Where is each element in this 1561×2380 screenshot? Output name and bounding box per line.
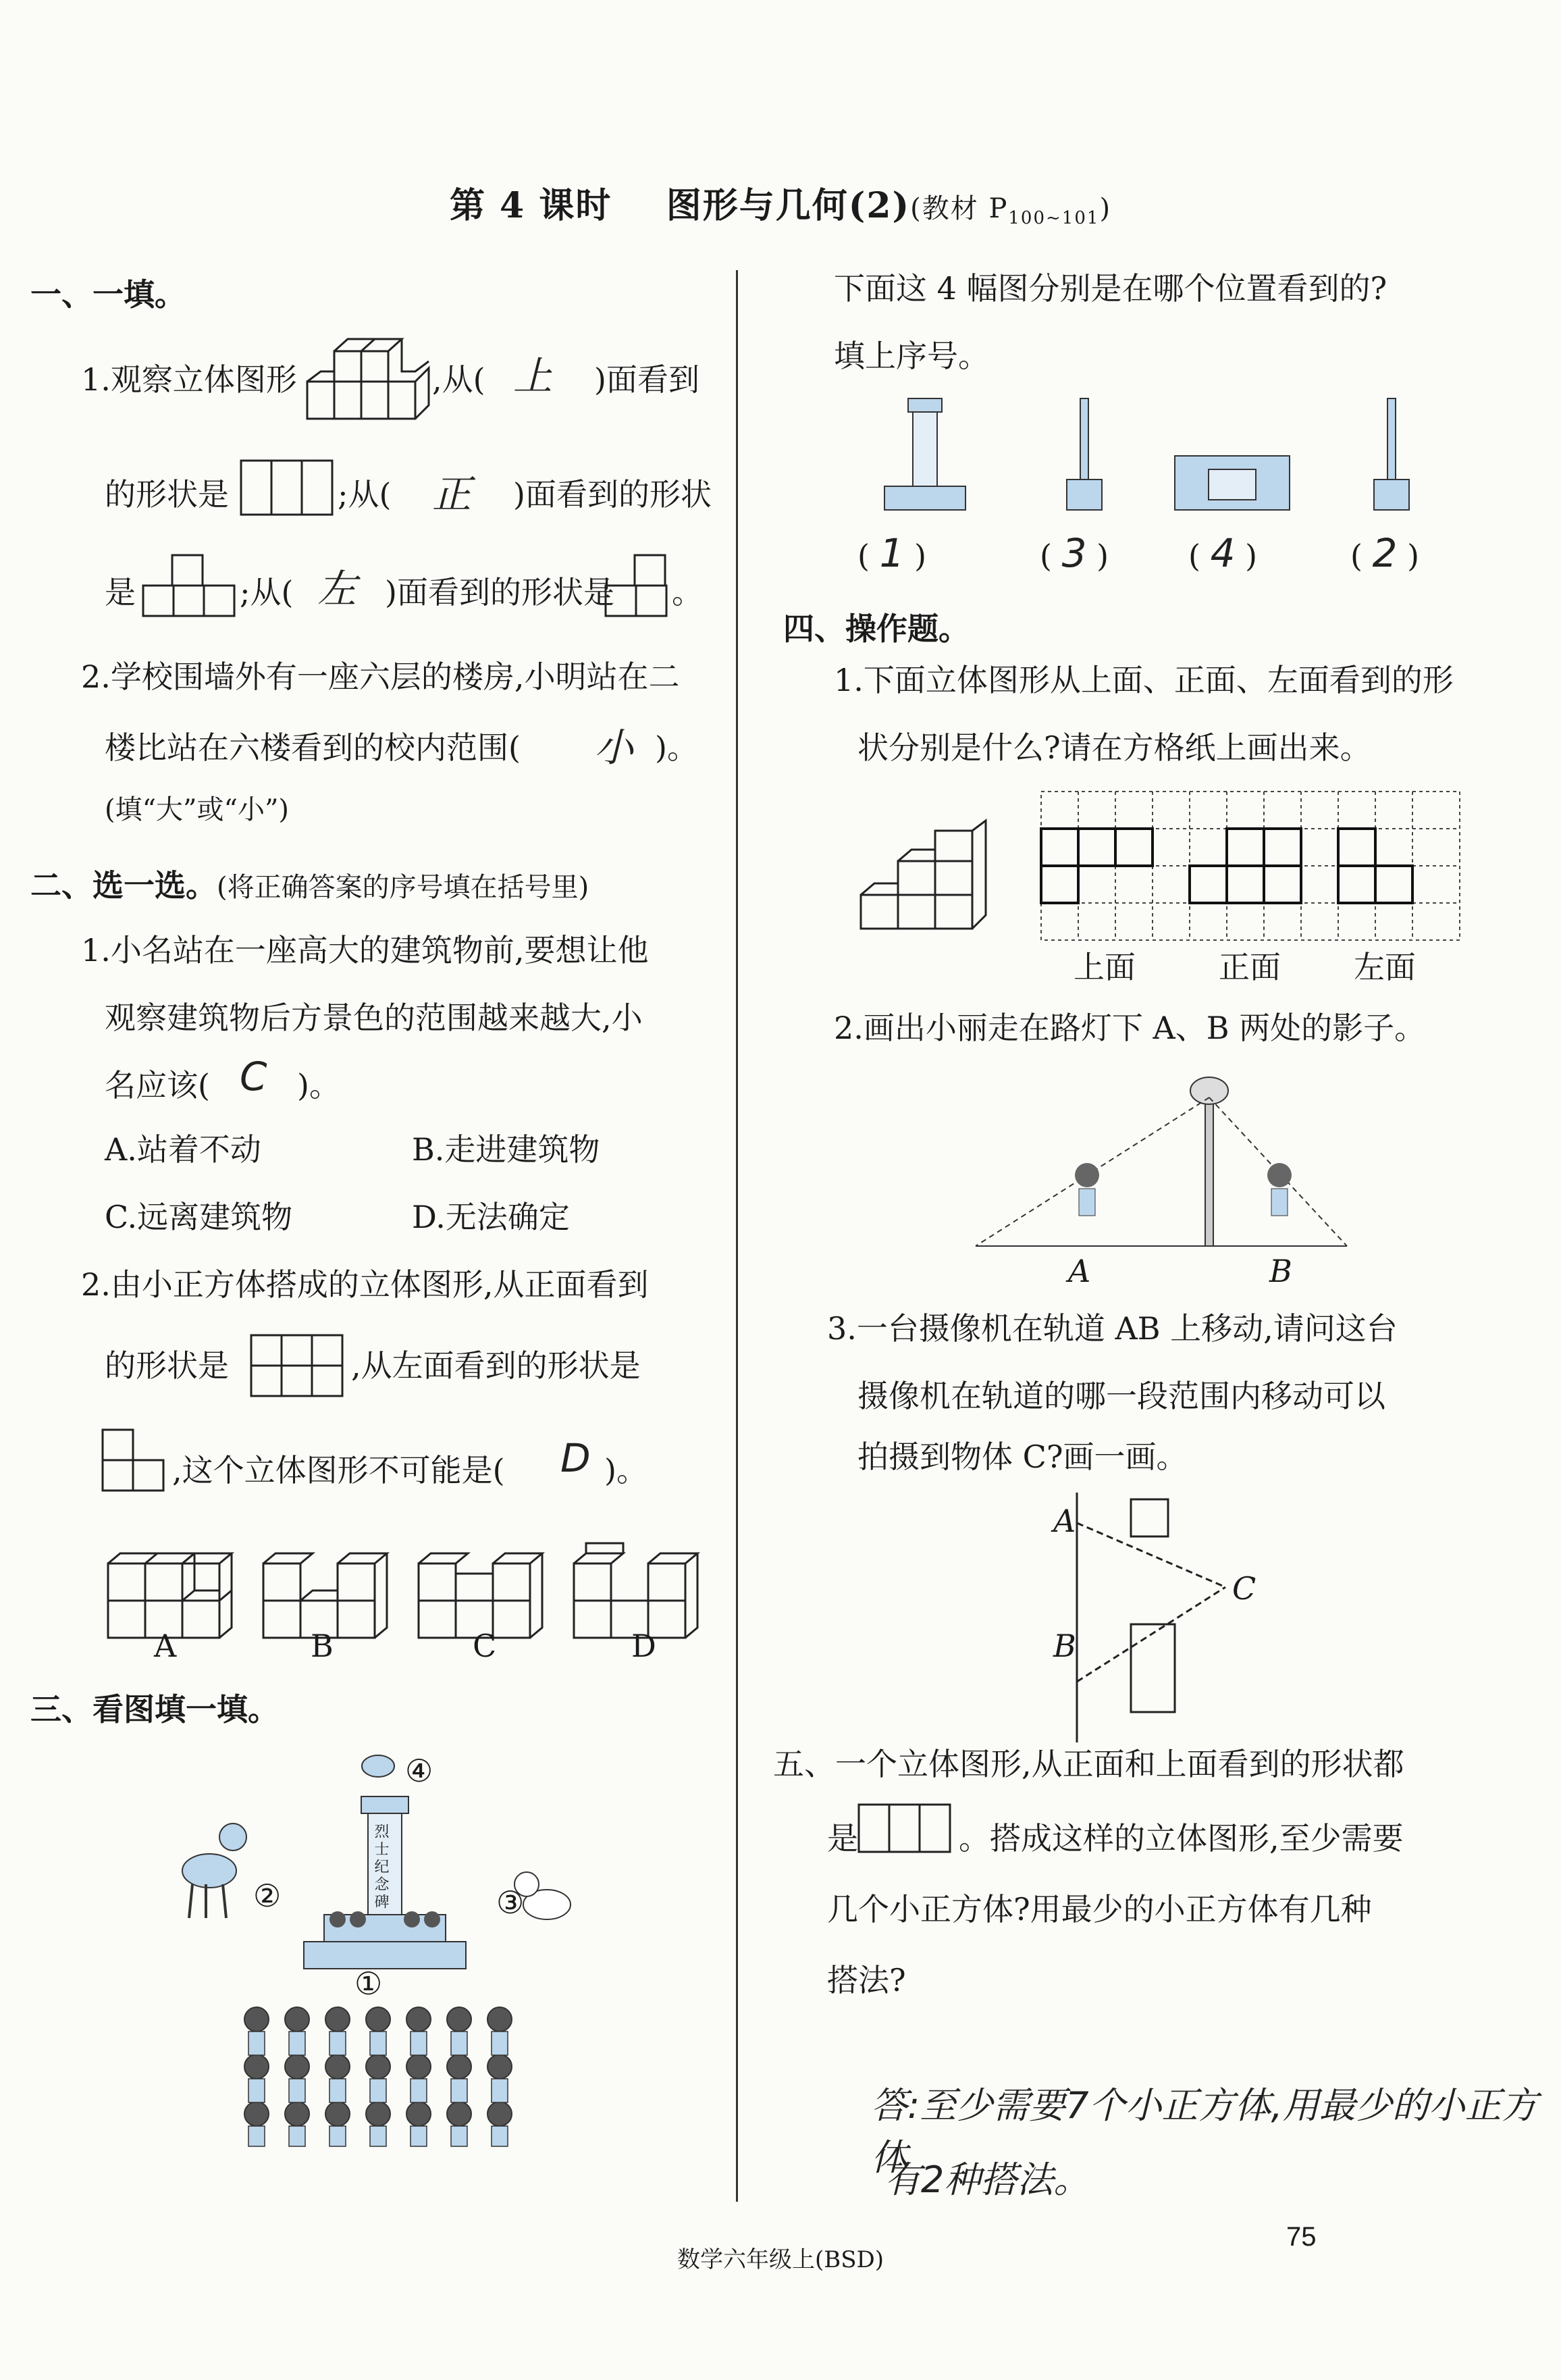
s5-answer-line1[interactable]: 答:至少需要7个小正方体,用最少的小正方体 bbox=[871, 2084, 1538, 2179]
q2-2-line1: 2.由小正方体搭成的立体图形,从正面看到 bbox=[81, 1266, 649, 1303]
monument-inscription: 烈士纪念碑 bbox=[372, 1823, 389, 1911]
q1-2-note: (填“大”或“小”) bbox=[105, 794, 290, 825]
column-divider bbox=[736, 270, 738, 2202]
q2-2-left-shape bbox=[101, 1428, 169, 1496]
view-answer-3[interactable]: ( 4 ) bbox=[1188, 530, 1258, 576]
option-label-c: C bbox=[473, 1628, 497, 1664]
option-a: A.站着不动 bbox=[105, 1131, 261, 1168]
q1-1-text-h: ;从( bbox=[240, 574, 294, 611]
answer-blank-2[interactable]: 正 bbox=[432, 471, 472, 517]
marker-1: ① bbox=[354, 1965, 383, 2002]
answer-blank-5[interactable]: C bbox=[240, 1054, 267, 1100]
q1-1-text-c: )面看到 bbox=[594, 361, 699, 398]
q1-1-text-a: 1.观察立体图形 bbox=[81, 361, 297, 398]
lesson-topic: 图形与几何(2) bbox=[666, 185, 911, 226]
s5-line2a: 是 bbox=[827, 1820, 858, 1857]
track-a-label: A bbox=[1053, 1503, 1076, 1539]
q1-1-text-j: 。 bbox=[672, 574, 703, 611]
s4-q2-line1: 2.画出小丽走在路灯下 A、B 两处的影子。 bbox=[834, 1010, 1426, 1046]
option-c: C.远离建筑物 bbox=[105, 1199, 293, 1235]
s5-line3: 几个小正方体?用最少的小正方体有几种 bbox=[827, 1891, 1372, 1928]
q1-2-line2b: )。 bbox=[655, 729, 698, 766]
q2-2-line2b: ,从左面看到的形状是 bbox=[351, 1347, 641, 1384]
q2-2-line3: ,这个立体图形不可能是( bbox=[172, 1452, 505, 1489]
q1-2-line1: 2.学校围墙外有一座六层的楼房,小明站在二 bbox=[81, 658, 680, 695]
label-top-view: 上面 bbox=[1074, 949, 1136, 985]
s5-answer-line2[interactable]: 有2种搭法。 bbox=[884, 2158, 1090, 2201]
label-front-view: 正面 bbox=[1219, 949, 1281, 985]
object-c-label: C bbox=[1232, 1570, 1256, 1607]
figure-c bbox=[419, 1553, 542, 1638]
view-answer-1[interactable]: ( 1 ) bbox=[857, 530, 927, 576]
section-2-title: 二、选一选。 bbox=[30, 867, 217, 904]
view-2 bbox=[1067, 398, 1102, 510]
option-figures bbox=[101, 1526, 709, 1641]
s3-question-line1: 下面这 4 幅图分别是在哪个位置看到的? bbox=[834, 270, 1387, 307]
option-label-d: D bbox=[631, 1628, 656, 1664]
s4-q3-line1: 3.一台摄像机在轨道 AB 上移动,请问这台 bbox=[827, 1310, 1398, 1347]
page-number: 75 bbox=[1286, 2222, 1317, 2252]
q1-1-text-g: 是 bbox=[105, 574, 136, 611]
answer-blank-6[interactable]: D bbox=[560, 1435, 591, 1481]
view-1 bbox=[884, 398, 965, 510]
s5-shape bbox=[857, 1803, 959, 1857]
q1-1-text-i: )面看到的形状是 bbox=[385, 574, 614, 611]
footer-book-title: 数学六年级上(BSD) bbox=[677, 2246, 884, 2273]
monument-scene bbox=[169, 1742, 601, 2148]
track-b-label: B bbox=[1053, 1628, 1076, 1664]
option-b: B.走进建筑物 bbox=[412, 1131, 600, 1168]
answer-blank-4[interactable]: 小 bbox=[594, 725, 634, 771]
dotted-grid-paper bbox=[1040, 790, 1462, 946]
view-answer-4[interactable]: ( 2 ) bbox=[1350, 530, 1420, 576]
option-d: D.无法确定 bbox=[412, 1199, 570, 1235]
view-4 bbox=[1374, 398, 1409, 510]
textbook-ref: (教材 $P_{100\sim 101}$) bbox=[910, 193, 1112, 228]
s4-q1-line2: 状分别是什么?请在方格纸上画出来。 bbox=[857, 729, 1371, 766]
s5-line4: 搭法? bbox=[827, 1962, 906, 1998]
q1-1-text-f: )面看到的形状 bbox=[513, 476, 712, 513]
view-3 bbox=[1175, 456, 1290, 510]
top-view-shape bbox=[240, 459, 334, 520]
marker-4: ④ bbox=[405, 1753, 433, 1789]
section-3-heading: 三、看图填一填。 bbox=[30, 1691, 279, 1728]
streetlight-diagram bbox=[972, 1067, 1357, 1263]
view-answer-2[interactable]: ( 3 ) bbox=[1040, 530, 1109, 576]
point-b-label: B bbox=[1269, 1253, 1292, 1289]
marker-2: ② bbox=[253, 1878, 282, 1914]
q2-1-line1: 1.小名站在一座高大的建筑物前,要想让他 bbox=[81, 932, 649, 968]
section-1-heading: 一、一填。 bbox=[30, 276, 186, 313]
section-2-heading bbox=[30, 861, 589, 906]
s5-line2b: 。搭成这样的立体图形,至少需要 bbox=[959, 1820, 1404, 1857]
front-view-shape bbox=[142, 554, 240, 621]
q1-2-line2a: 楼比站在六楼看到的校内范围( bbox=[105, 729, 521, 766]
q1-1-text-e: ;从( bbox=[338, 476, 392, 513]
q1-1-text-b: ,从( bbox=[432, 361, 485, 398]
option-label-b: B bbox=[311, 1628, 334, 1664]
left-view-shape bbox=[604, 554, 672, 621]
s4-q1-line1: 1.下面立体图形从上面、正面、左面看到的形 bbox=[834, 662, 1454, 698]
answer-blank-1[interactable]: 上 bbox=[513, 353, 553, 399]
q2-1-line2: 观察建筑物后方景色的范围越来越大,小 bbox=[105, 1000, 643, 1036]
marker-3: ③ bbox=[496, 1884, 525, 1921]
label-left-view: 左面 bbox=[1354, 949, 1416, 985]
q2-2-front-shape bbox=[250, 1334, 351, 1401]
s4-q3-line3: 拍摄到物体 C?画一画。 bbox=[857, 1439, 1188, 1475]
view-pictures bbox=[857, 392, 1465, 527]
cube-figure-q1 bbox=[304, 331, 425, 425]
answer-blank-3[interactable]: 左 bbox=[317, 566, 357, 612]
figure-d bbox=[574, 1543, 697, 1638]
section-2-note: (将正确答案的序号填在括号里) bbox=[217, 872, 589, 903]
figure-b bbox=[263, 1553, 387, 1638]
s4-q3-line2: 摄像机在轨道的哪一段范围内移动可以 bbox=[857, 1378, 1385, 1414]
section-4-heading: 四、操作题。 bbox=[783, 611, 970, 647]
q2-2-line3b: )。 bbox=[604, 1452, 647, 1489]
point-a-label: A bbox=[1068, 1253, 1091, 1289]
page-title bbox=[0, 177, 1561, 228]
s5-line1: 五、一个立体图形,从正面和上面看到的形状都 bbox=[773, 1746, 1404, 1782]
s3-question-line2: 填上序号。 bbox=[834, 338, 989, 374]
q2-1-line3b: )。 bbox=[297, 1067, 340, 1104]
figure-a bbox=[108, 1553, 232, 1638]
lesson-number: 第 4 课时 bbox=[449, 185, 612, 226]
camera-track-diagram bbox=[1060, 1493, 1263, 1749]
s4-q1-cube-figure bbox=[857, 831, 1013, 932]
option-label-a: A bbox=[154, 1628, 177, 1664]
q2-1-line3a: 名应该( bbox=[105, 1067, 210, 1104]
q1-1-text-d: 的形状是 bbox=[105, 476, 229, 513]
q2-2-line2a: 的形状是 bbox=[105, 1347, 229, 1384]
